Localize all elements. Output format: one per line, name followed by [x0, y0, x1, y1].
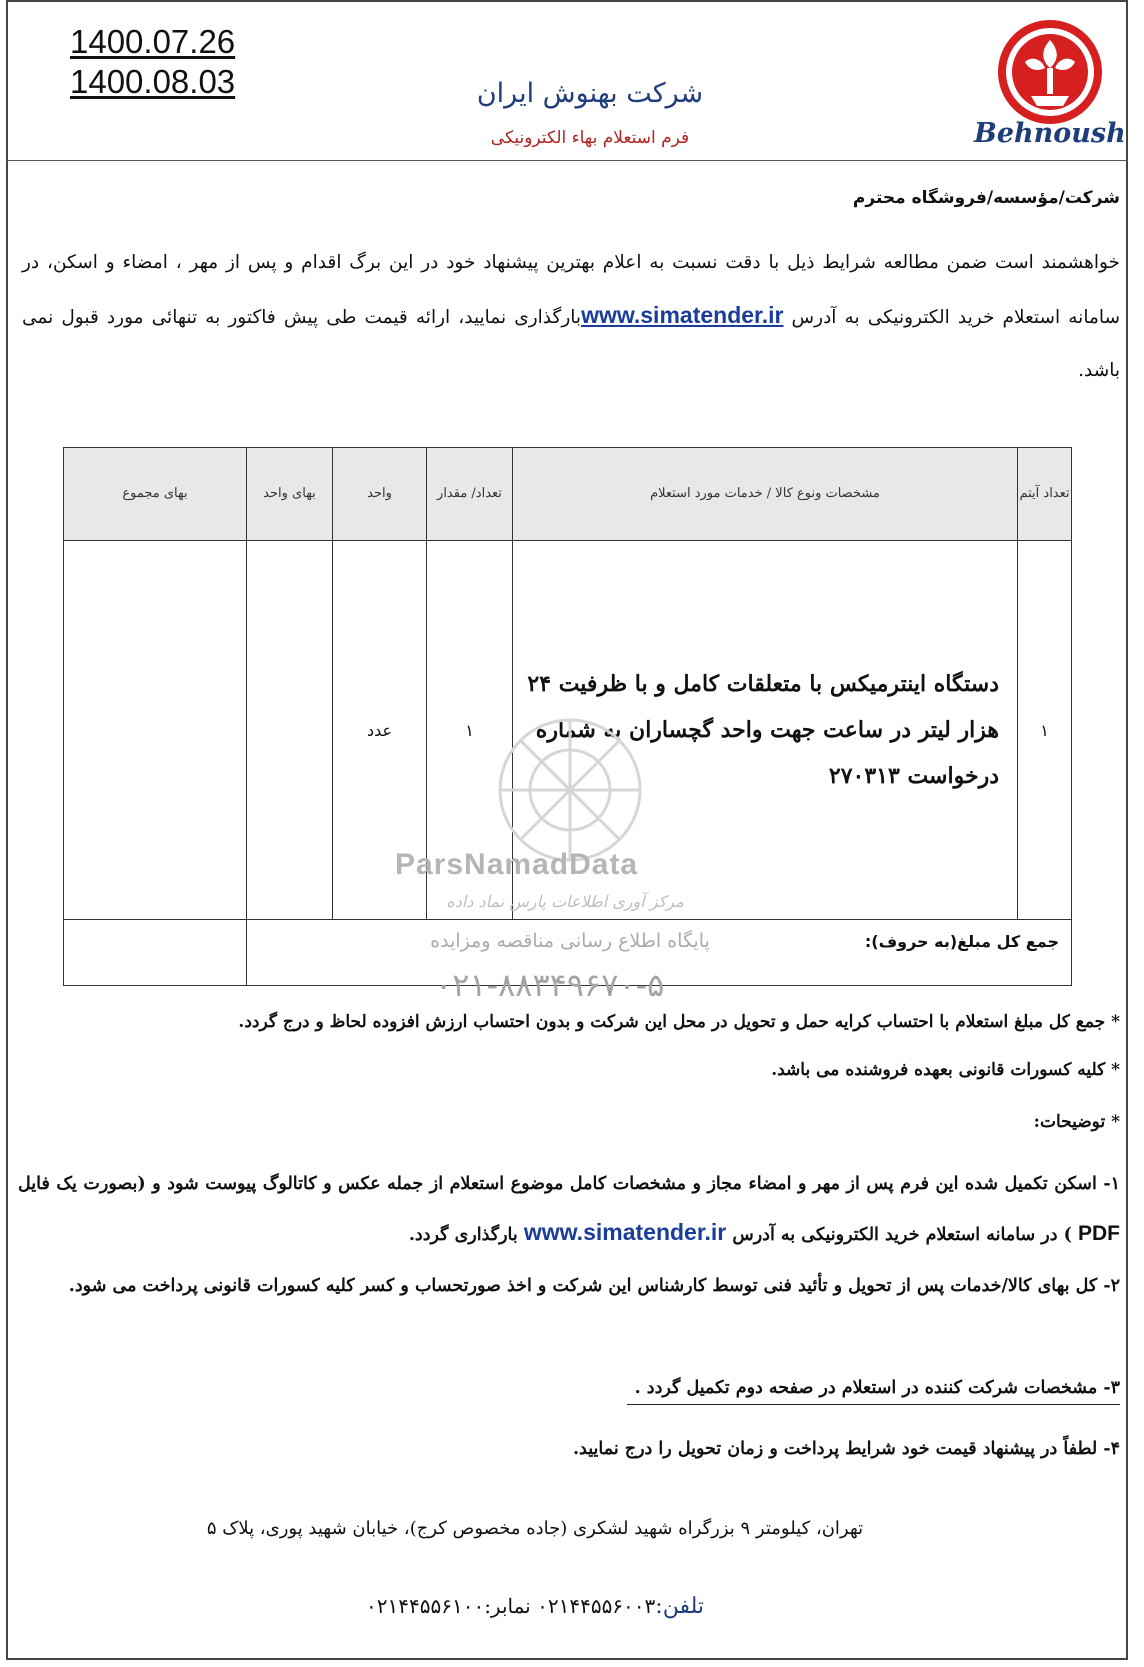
- header-unit: واحد: [333, 448, 427, 541]
- intro-paragraph: [22, 236, 1120, 397]
- phone-label: تلفن:: [655, 1594, 704, 1619]
- table-header-row: [64, 448, 1072, 541]
- footer-address: تهران، کیلومتر ۹ بزرگراه شهید لشکری (جاده مخصوص کرج)، خیابان شهید پوری، پلاک ۵: [206, 1518, 864, 1539]
- header-quantity: تعداد/ مقدار: [427, 448, 513, 541]
- cell-unit-price: [247, 541, 333, 920]
- date-1: 1400.07.26: [70, 23, 236, 60]
- header-description: مشخصات ونوع کالا / خدمات مورد استعلام: [513, 448, 1018, 541]
- cell-quantity: ۱: [427, 541, 513, 920]
- explanation-item-4: ۴- لطفاً در پیشنهاد قیمت خود شرایط پرداخت و زمان تحویل را درج نمایید.: [572, 1439, 1120, 1459]
- cell-total-price: [64, 541, 247, 920]
- form-title: فرم استعلام بهاء الکترونیکی: [490, 128, 690, 148]
- header-item-count: تعداد آیتم: [1018, 448, 1072, 541]
- footer-phones: [300, 1594, 770, 1619]
- watermark-brand: ParsNamadData: [395, 848, 639, 881]
- salutation: شرکت/مؤسسه/فروشگاه محترم: [852, 188, 1120, 208]
- item1-text-middle: ) در سامانه استعلام خرید الکترونیکی به آدرس: [726, 1225, 1078, 1245]
- watermark-phone: ۰۲۱-۸۸۳۴۹۶۷۰-۵: [435, 966, 665, 1004]
- cell-item: ۱: [1018, 541, 1072, 920]
- watermark-line-2: پایگاه اطلاع رسانی مناقصه ومزایده: [430, 930, 710, 952]
- explanation-item-1: [18, 1160, 1120, 1259]
- note-total-amount: * جمع کل مبلغ استعلام با احتساب کرایه حمل و تحویل در محل این شرکت و بدون احتساب ارزش افزوده لحاظ و درج گردد.: [238, 1012, 1120, 1032]
- logo-wordmark: Behnoush: [974, 118, 1126, 149]
- fax-number: ۰۲۱۴۴۵۵۶۱۰۰: [366, 1594, 485, 1618]
- total-label: جمع کل مبلغ(به حروف):: [247, 920, 1072, 986]
- item1-text-end: بارگذاری گردد.: [408, 1225, 524, 1245]
- header-total-price: بهای مجموع: [64, 448, 247, 541]
- cell-description: دستگاه اینترمیکس با متعلقات کامل و با ظرفیت ۲۴ هزار لیتر در ساعت جهت واحد گچساران به شماره درخواست ۲۷۰۳۱۳: [513, 541, 1018, 920]
- header-unit-price: بهای واحد: [247, 448, 333, 541]
- cell-unit: عدد: [333, 541, 427, 920]
- item3-text: ۳- مشخصات شرکت کننده در استعلام در صفحه دوم تکمیل گردد .: [627, 1378, 1120, 1405]
- fax-label: نمابر:: [484, 1594, 531, 1618]
- simatender-link-2[interactable]: www.simatender.ir: [523, 1219, 727, 1245]
- explanations-title: * توضیحات:: [1033, 1112, 1120, 1132]
- pdf-label: PDF: [1078, 1222, 1120, 1245]
- item1-text-start: ۱- اسکن تکمیل شده این فرم پس از مهر و امضاء مجاز و مشخصات کامل موضوع استعلام از جمله عکس و کاتالوگ پیوست شود و (بصورت یک فایل: [18, 1174, 1120, 1194]
- intro-text-end: بارگذاری نمایید، ارائه قیمت طی پیش فاکتور به تنهائی مورد قبول نمی باشد.: [22, 307, 1120, 381]
- company-name: شرکت بهنوش ایران: [476, 78, 704, 109]
- explanation-item-3: [627, 1364, 1120, 1412]
- simatender-link[interactable]: www.simatender.ir: [581, 302, 784, 328]
- explanation-item-2: ۲- کل بهای کالا/خدمات پس از تحویل و تأئید فنی توسط کارشناس این شرکت و اخذ صورتحساب و کسر کلیه کسورات قانونی پرداخت می شود.: [68, 1276, 1120, 1296]
- phone-number: ۰۲۱۴۴۵۵۶۰۰۳: [537, 1594, 656, 1618]
- watermark-line-1: مرکز آوری اطلاعات پارس نماد داده: [446, 892, 684, 911]
- header-divider: [6, 160, 1128, 161]
- dates-block: [70, 22, 235, 102]
- note-deductions: * کلیه کسورات قانونی بعهده فروشنده می باشد.: [771, 1060, 1120, 1080]
- intro-text-start: خواهشمند است ضمن مطالعه شرایط ذیل با دقت نسبت به اعلام بهترین پیشنهاد خود در این برگ اقدام و پس از مهر ، امضاء و اسکن، در سامانه استعلام خرید الکترونیکی به آدرس: [22, 252, 1121, 328]
- total-value-cell: [64, 920, 247, 986]
- date-2: 1400.08.03: [70, 63, 236, 100]
